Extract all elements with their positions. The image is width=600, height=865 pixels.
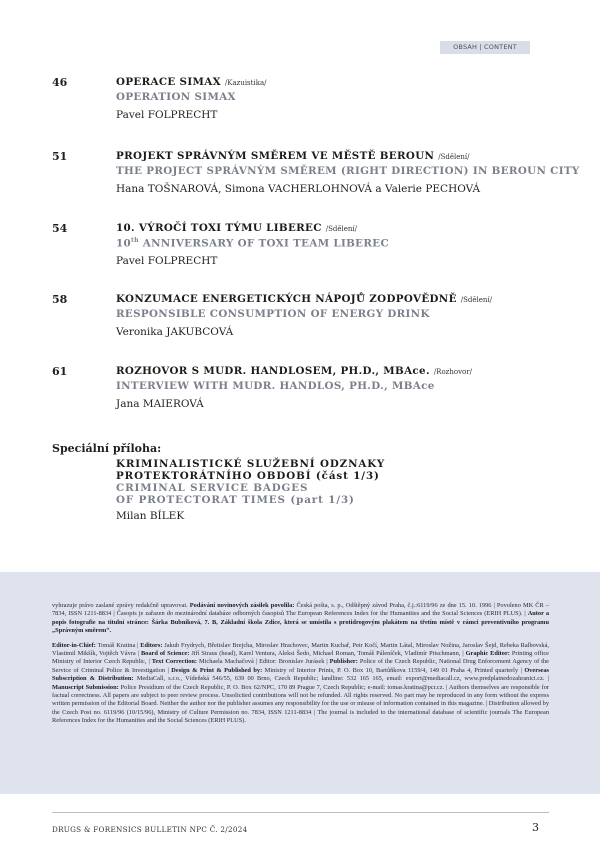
toc-title-cz: KONZUMACE ENERGETICKÝCH NÁPOJŮ ZODPOVĚDNĚ /Sdělení/ xyxy=(116,293,492,305)
toc-page-number: 54 xyxy=(52,222,68,235)
toc-title-en: 10th ANNIVERSARY OF TOXI TEAM LIBEREC xyxy=(116,237,390,250)
toc-author: Hana TOŠNAROVÁ, Simona VACHERLOHNOVÁ a Valerie PECHOVÁ xyxy=(116,183,481,195)
toc-kind: /Sdělení/ xyxy=(460,296,492,304)
imprint-paragraph-cz: vyhrazuje právo zaslané zprávy redakčně upravovat. Podávání novinových zásilek povolila: Česká pošta, s. p., Odštěpný závod Praha, č.j.:6119/96 ze dne 15. 10. 1996 | Povoleno MK ČR – 7834, ISSN 1211-8834 | Časopis je zařazen do mezinárodní databáze odborných časopisů The European References Index for the Humanities and the Social Sciences (ERIH PLUS). | Autor a popis fotografie na titulní stránce: Šárka Bubníková, 7. B, Základní škola Zdice, která se umístila s protidrogovým plakátem na třetím místě v rámci preventivního programu „Správným směrem“. xyxy=(52,602,550,635)
toc-page-number: 61 xyxy=(52,365,68,378)
footer-divider xyxy=(52,812,549,813)
special-title-en-line1: CRIMINAL SERVICE BADGES xyxy=(116,482,309,494)
toc-kind: /Rozhovor/ xyxy=(433,368,472,376)
toc-title-cz: ROZHOVOR S MUDR. HANDLOSEM, PH.D., MBAce. /Rozhovor/ xyxy=(116,365,472,377)
toc-title-en: INTERVIEW WITH MUDR. HANDLOS, PH.D., MBAce xyxy=(116,380,435,392)
toc-title-cz: 10. VÝROČÍ TOXI TÝMU LIBEREC /Sdělení/ xyxy=(116,222,357,234)
toc-page-number: 58 xyxy=(52,293,68,306)
toc-title-cz: OPERACE SIMAX /Kazuistika/ xyxy=(116,76,267,88)
toc-kind: /Sdělení/ xyxy=(325,225,357,233)
toc-title-cz: PROJEKT SPRÁVNÝM SMĚREM VE MĚSTĚ BEROUN /Sdělení/ xyxy=(116,150,470,162)
special-supplement-label: Speciální příloha: xyxy=(52,442,162,455)
toc-page-number: 46 xyxy=(52,76,68,89)
special-supplement-entry[interactable] xyxy=(116,458,556,522)
footer-page-number: 3 xyxy=(532,821,539,834)
toc-author: Pavel FOLPRECHT xyxy=(116,255,218,268)
imprint-paragraph-en: Editor-in-Chief: Tomáš Kratina | Editors: Jakub Frydrych, Břetislav Brejcha, Miroslav Hrachovec, Martin Kuchař, Petr Kočí, Martin Látal, Miroslav Nožina, Jaroslav Šejd, Rebeka Ralbovská, Vlastimil Mikšík, Vojtěch Vávra | Board of Science: Jiří Straus (head), Karel Ventura, Aleksi Šedo, Michael Roman, Tomáš Páleníček, Vladimír Pitschmann, | Graphic Editor: Printing office Ministry of Interior Czech Republic, | Text Correction: Michaela Machačová | Editor: Bronislav Jurásek | Publisher: Police of the Czech Republic, National Drug Enforcement Agency of the Service of Criminal Police & Investigation | Design & Print & Published by: Ministry of Interior Prints, P. O. Box 10, Bartůňkova 1159/4, 149 01 Praha 4, Printed quarterly | Overseas Subscription & Distribution: MediaCall, s.r.o., Vídeňská 546/55, 639 00 Brno, Czech Republic; landline: 532 165 165, email: export@mediacall.cz, www.predplatnedozahranici.cz. | Manuscript Submission: Police Presidium of the Czech Republic, P. O. Box 62/NPC, 170 89 Prague 7, Czech Republic; e-mail: tomas.kratina@pcr.cz. | Authors themselves are responsible for factual correctness. All papers are subject to peer review process. Unsolicited contributions will not be refunded. All rights reserved. No part may be reproduced in any form without the express written permission of the Editorial Board. Neither the author nor the publisher assumes any responsibility for the use or misuse of information contained in this magazine. | Distribution allowed by the Czech Post no. 6119/96 (10/15/96), Ministry of Culture Permission no. 7834, ISSN 1211-8834 | The journal is included to the international database of scientific journals The European References Index for the Humanities and the Social Sciences (ERIH PLUS). xyxy=(52,641,550,725)
section-tag: OBSAH | CONTENT xyxy=(440,41,530,54)
toc-title-en: THE PROJECT SPRÁVNÝM SMĚREM (RIGHT DIRECTION) IN BEROUN CITY xyxy=(116,165,580,177)
footer-journal-name: DRUGS & FORENSICS BULLETIN NPC Č. 2/2024 xyxy=(52,825,248,834)
toc-kind: /Sdělení/ xyxy=(438,153,470,161)
toc-page-number: 51 xyxy=(52,150,68,163)
toc-title-en: RESPONSIBLE CONSUMPTION OF ENERGY DRINK xyxy=(116,308,430,320)
special-author: Milan BÍLEK xyxy=(116,510,185,522)
special-title-en-line2: OF PROTECTORAT TIMES (part 1/3) xyxy=(116,494,355,506)
special-title-cz-line1: KRIMINALISTICKÉ SLUŽEBNÍ ODZNAKY xyxy=(116,458,386,470)
special-title-cz-line2: PROTEKTORÁTNÍHO OBDOBÍ (část 1/3) xyxy=(116,470,380,482)
imprint-text xyxy=(52,602,549,732)
toc-author: Veronika JAKUBCOVÁ xyxy=(116,326,234,338)
toc-author: Jana MAIEROVÁ xyxy=(116,398,204,410)
toc-title-en: OPERATION SIMAX xyxy=(116,91,236,103)
toc-author: Pavel FOLPRECHT xyxy=(116,109,218,121)
toc-kind: /Kazuistika/ xyxy=(224,79,267,87)
